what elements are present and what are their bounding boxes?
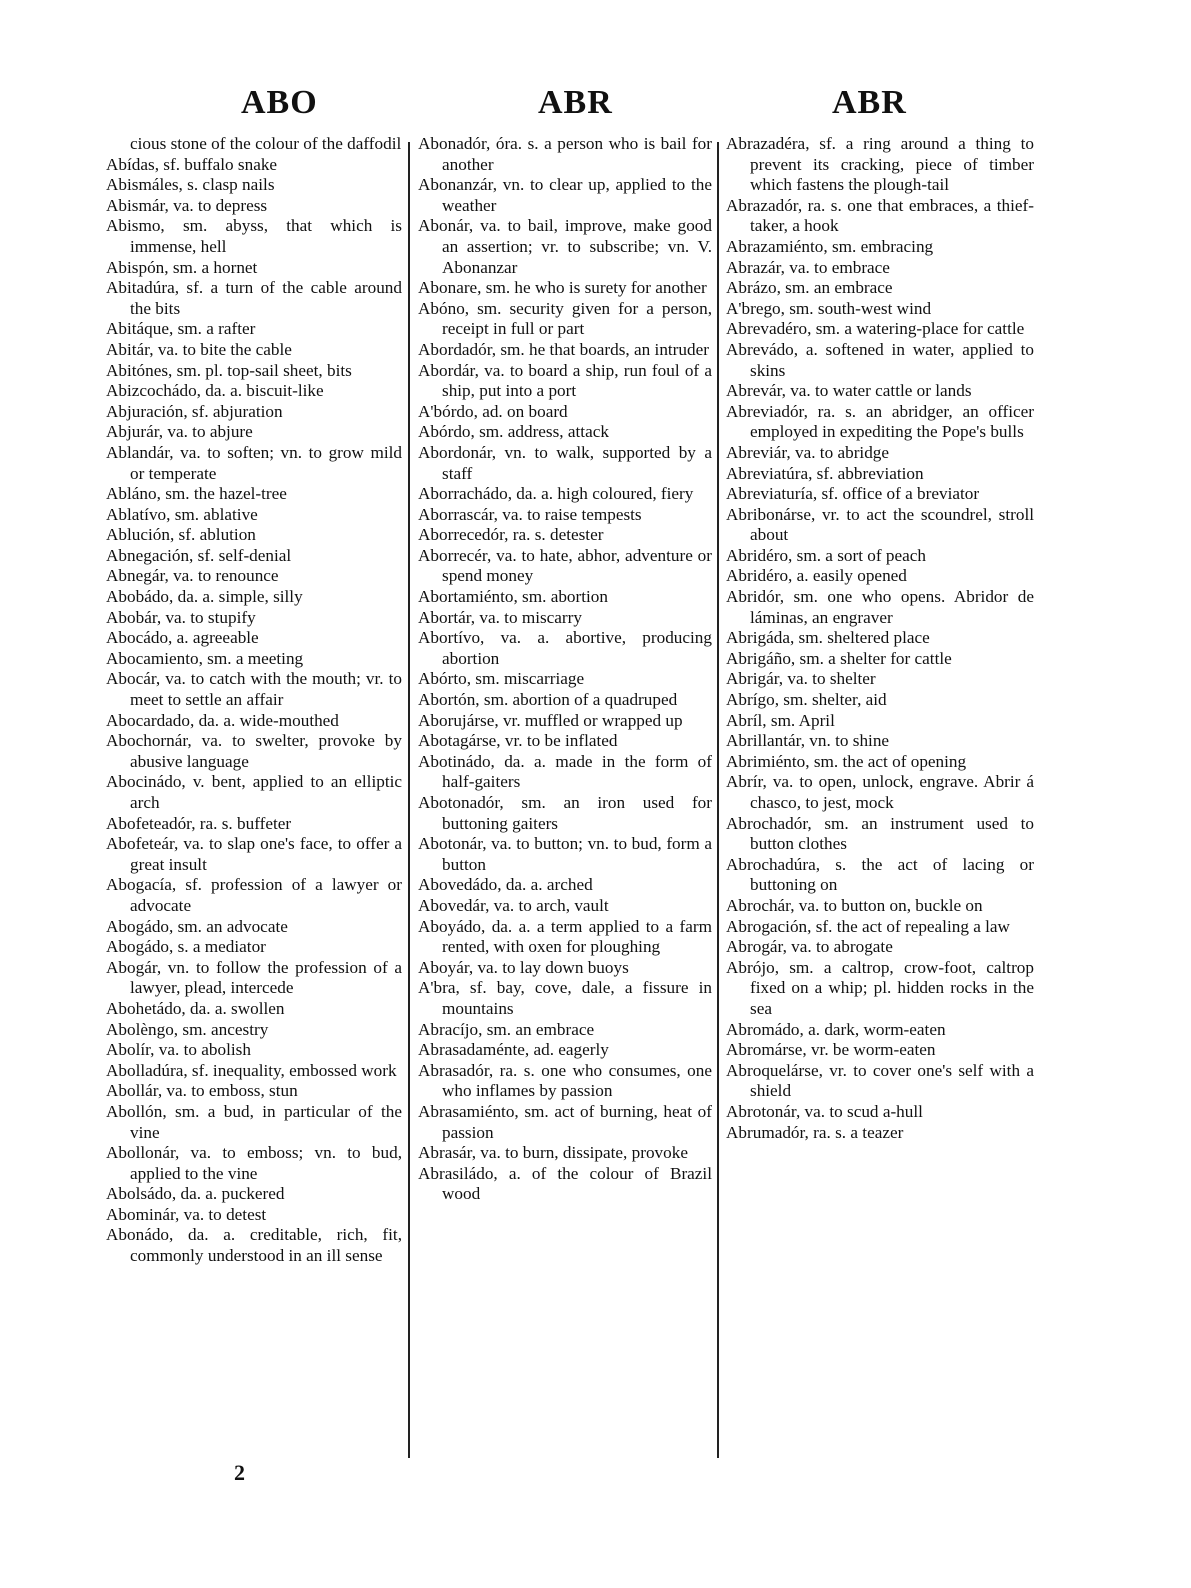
dictionary-entry: Abórdo, sm. address, attack <box>418 422 609 442</box>
dictionary-entry: Abortívo, va. a. abortive, producing abortion <box>418 628 712 668</box>
dictionary-entry: Abobár, va. to stupify <box>106 607 256 627</box>
headword-center: ABR <box>538 84 613 121</box>
page-number: 2 <box>234 1460 245 1485</box>
dictionary-entry: Aborrecedór, ra. s. detester <box>418 525 604 545</box>
dictionary-entry: Abortamiénto, sm. abortion <box>418 587 608 607</box>
dictionary-entry: Abrogár, va. to abrogate <box>726 937 893 957</box>
dictionary-entry: Abismár, va. to depress <box>106 195 268 215</box>
dictionary-entry: Abollonár, va. to emboss; vn. to bud, applied to the vine <box>106 1143 402 1183</box>
dictionary-entry: Abonadór, óra. s. a person who is bail for another <box>418 134 712 174</box>
dictionary-entry: Abreviatúra, sf. abbreviation <box>726 463 924 483</box>
dictionary-entry: Abogádo, s. a mediator <box>106 937 266 957</box>
dictionary-entry: Abominár, va. to detest <box>106 1204 267 1224</box>
dictionary-entry: Abobádo, da. a. simple, silly <box>106 587 303 607</box>
dictionary-entry: Abracíjo, sm. an embrace <box>418 1019 595 1039</box>
dictionary-entry: A'brego, sm. south-west wind <box>726 298 932 318</box>
dictionary-entry: Abrogación, sf. the act of repealing a law <box>726 916 1010 936</box>
dictionary-entry: Abrír, va. to open, unlock, engrave. Abrir á chasco, to jest, mock <box>726 772 1034 812</box>
dictionary-entry: Abochornár, va. to swelter, provoke by abusive language <box>106 731 402 771</box>
running-headwords <box>0 84 1191 134</box>
dictionary-entry: Abromádo, a. dark, worm-eaten <box>726 1019 946 1039</box>
dictionary-entry: Abismáles, s. clasp nails <box>106 175 275 195</box>
dictionary-entry: Abofeteadór, ra. s. buffeter <box>106 813 292 833</box>
dictionary-entry: Abrevár, va. to water cattle or lands <box>726 381 972 401</box>
dictionary-entry: Abrasár, va. to burn, dissipate, provoke <box>418 1143 688 1163</box>
dictionary-entry: Abrigáda, sm. sheltered place <box>726 628 930 648</box>
dictionary-entry: Abonár, va. to bail, improve, make good an assertion; vr. to subscribe; vn. V. Abonanzar <box>418 216 712 277</box>
dictionary-entry: Abrójo, sm. a caltrop, crow-foot, caltrop fixed on a whip; pl. hidden rocks in the sea <box>726 957 1034 1018</box>
dictionary-entry: Abrasiládo, a. of the colour of Brazil wood <box>418 1163 712 1204</box>
dictionary-entry: Abotagárse, vr. to be inflated <box>418 731 618 751</box>
dictionary-entry: Abrasamiénto, sm. act of burning, heat of passion <box>418 1101 712 1142</box>
dictionary-entry: Abreviár, va. to abridge <box>726 442 890 462</box>
dictionary-entry: Abortón, sm. abortion of a quadruped <box>418 690 678 710</box>
dictionary-entry: Abrochadór, sm. an instrument used to button clothes <box>726 813 1034 854</box>
dictionary-entry: Abitáque, sm. a rafter <box>106 319 256 339</box>
column-center <box>418 134 712 1205</box>
dictionary-entry: Abjurár, va. to abjure <box>106 422 253 442</box>
dictionary-entry: Abotinádo, da. a. made in the form of half-gaiters <box>418 751 712 792</box>
dictionary-entry: Abnegación, sf. self-denial <box>106 545 292 565</box>
dictionary-entry: Abismo, sm. abyss, that which is immense, hell <box>106 216 402 256</box>
dictionary-entry: Abitár, va. to bite the cable <box>106 339 292 359</box>
dictionary-entry: Abridór, sm. one who opens. Abridor de láminas, an engraver <box>726 587 1034 627</box>
dictionary-entry: Abrázo, sm. an embrace <box>726 278 893 298</box>
dictionary-entry: Abrimiénto, sm. the act of opening <box>726 751 967 771</box>
dictionary-entry: Abrevádo, a. softened in water, applied to skins <box>726 339 1034 380</box>
dictionary-entry: Abortár, va. to miscarry <box>418 607 582 627</box>
dictionary-entry: Abláno, sm. the hazel-tree <box>106 484 287 504</box>
dictionary-entry: cious stone of the colour of the daffodil <box>130 134 402 153</box>
dictionary-entry: Abribonárse, vr. to act the scoundrel, stroll about <box>726 504 1034 545</box>
dictionary-entry: Abogár, vn. to follow the profession of a lawyer, plead, intercede <box>106 957 402 998</box>
dictionary-entry: Abríl, sm. April <box>726 710 835 730</box>
dictionary-entry: Abocinádo, v. bent, applied to an elliptic arch <box>106 772 402 812</box>
dictionary-entry: Abofeteár, va. to slap one's face, to offer a great insult <box>106 834 402 874</box>
dictionary-entry: Aborrascár, va. to raise tempests <box>418 504 642 524</box>
dictionary-entry: Abovedádo, da. a. arched <box>418 875 593 895</box>
dictionary-entry: Abonanzár, vn. to clear up, applied to the weather <box>418 175 712 215</box>
dictionary-entry: Abrotonár, va. to scud a-hull <box>726 1101 923 1121</box>
column-divider-right <box>717 142 719 1458</box>
dictionary-entry: Ablución, sf. ablution <box>106 525 256 545</box>
dictionary-entry: A'bórdo, ad. on board <box>418 401 568 421</box>
headword-right: ABR <box>832 84 907 121</box>
column-divider-left <box>408 142 410 1458</box>
dictionary-entry: Abrazár, va. to embrace <box>726 257 890 277</box>
dictionary-entry: Abogádo, sm. an advocate <box>106 916 288 936</box>
dictionary-entry: Ablandár, va. to soften; vn. to grow mild or temperate <box>106 442 402 483</box>
dictionary-entry: Abromárse, vr. be worm-eaten <box>726 1040 936 1060</box>
dictionary-entry: Abolladúra, sf. inequality, embossed work <box>106 1060 397 1080</box>
dictionary-entry: Abroquelárse, vr. to cover one's self with a shield <box>726 1060 1034 1101</box>
dictionary-entry: Abrazadéra, sf. a ring around a thing to prevent its cracking, piece of timber which fastens the plough-tail <box>726 134 1034 195</box>
dictionary-entry: A'bra, sf. bay, cove, dale, a fissure in mountains <box>418 978 712 1018</box>
dictionary-entry: Abolsádo, da. a. puckered <box>106 1184 285 1204</box>
dictionary-entry: Abóno, sm. security given for a person, receipt in full or part <box>418 298 712 339</box>
dictionary-entry: Abizcochádo, da. a. biscuit-like <box>106 381 324 401</box>
dictionary-entry: Abrumadór, ra. s. a teazer <box>726 1122 904 1142</box>
dictionary-entry: Abrigáño, sm. a shelter for cattle <box>726 648 952 668</box>
dictionary-entry: Abordadór, sm. he that boards, an intruder <box>418 339 709 359</box>
dictionary-entry: Abrazamiénto, sm. embracing <box>726 236 934 256</box>
dictionary-entry: Abjuración, sf. abjuration <box>106 401 283 421</box>
dictionary-entry: Abolèngo, sm. ancestry <box>106 1019 269 1039</box>
dictionary-entry: Abordonár, vn. to walk, supported by a staff <box>418 442 712 483</box>
dictionary-entry: Abrígo, sm. shelter, aid <box>726 690 887 710</box>
dictionary-entry: Abispón, sm. a hornet <box>106 257 258 277</box>
dictionary-entry: Aborujárse, vr. muffled or wrapped up <box>418 710 683 730</box>
dictionary-entry: Abotonár, va. to button; vn. to bud, form a button <box>418 834 712 874</box>
dictionary-entry: Abridéro, sm. a sort of peach <box>726 545 926 565</box>
dictionary-entry: Abocamiento, sm. a meeting <box>106 648 304 668</box>
column-right <box>726 134 1034 1143</box>
dictionary-entry: Aborrachádo, da. a. high coloured, fiery <box>418 484 694 504</box>
column-left <box>106 134 402 1267</box>
dictionary-entry: Ablatívo, sm. ablative <box>106 504 258 524</box>
dictionary-entry: Abrasadaménte, ad. eagerly <box>418 1040 609 1060</box>
dictionary-entry: Abrochadúra, s. the act of lacing or buttoning on <box>726 854 1034 895</box>
dictionary-entry: Abohetádo, da. a. swollen <box>106 998 285 1018</box>
dictionary-entry: Abovedár, va. to arch, vault <box>418 895 609 915</box>
dictionary-entry: Abreviadór, ra. s. an abridger, an officer employed in expediting the Pope's bulls <box>726 401 1034 442</box>
dictionary-entry: Abórto, sm. miscarriage <box>418 669 585 689</box>
dictionary-entry: Abídas, sf. buffalo snake <box>106 154 278 174</box>
dictionary-entry: Abitadúra, sf. a turn of the cable around the bits <box>106 278 402 318</box>
dictionary-entry: Abocardado, da. a. wide-mouthed <box>106 710 339 730</box>
dictionary-entry: Abordár, va. to board a ship, run foul of a ship, put into a port <box>418 360 712 401</box>
dictionary-entry: Abollár, va. to emboss, stun <box>106 1081 298 1101</box>
dictionary-entry: Aboyádo, da. a. a term applied to a farm rented, with oxen for ploughing <box>418 916 712 957</box>
dictionary-entry: Aborrecér, va. to hate, abhor, adventure or spend money <box>418 545 712 586</box>
dictionary-entry: Abonare, sm. he who is surety for another <box>418 278 707 298</box>
dictionary-entry: Abrazadór, ra. s. one that embraces, a thief-taker, a hook <box>726 195 1034 236</box>
dictionary-entry: Abnegár, va. to renounce <box>106 566 279 586</box>
dictionary-entry: Abonádo, da. a. creditable, rich, fit, commonly understood in an ill sense <box>106 1225 402 1266</box>
dictionary-entry: Abrochár, va. to button on, buckle on <box>726 895 983 915</box>
headword-left: ABO <box>241 84 318 121</box>
dictionary-entry: Abollón, sm. a bud, in particular of the vine <box>106 1101 402 1142</box>
dictionary-entry: Abocár, va. to catch with the mouth; vr. to meet to settle an affair <box>106 669 402 710</box>
dictionary-entry: Abogacía, sf. profession of a lawyer or advocate <box>106 875 402 915</box>
dictionary-entry: Abitónes, sm. pl. top-sail sheet, bits <box>106 360 352 380</box>
dictionary-entry: Abolír, va. to abolish <box>106 1040 251 1060</box>
dictionary-entry: Abridéro, a. easily opened <box>726 566 907 586</box>
dictionary-entry: Abrillantár, vn. to shine <box>726 731 890 751</box>
dictionary-entry: Abrevadéro, sm. a watering-place for cattle <box>726 319 1025 339</box>
dictionary-entry: Abreviaturía, sf. office of a breviator <box>726 484 980 504</box>
dictionary-entry: Abrasadór, ra. s. one who consumes, one who inflames by passion <box>418 1060 712 1101</box>
dictionary-entry: Abrigár, va. to shelter <box>726 669 876 689</box>
dictionary-entry: Abotonadór, sm. an iron used for buttoning gaiters <box>418 793 712 833</box>
dictionary-entry: Aboyár, va. to lay down buoys <box>418 957 629 977</box>
dictionary-entry: Abocádo, a. agreeable <box>106 628 259 648</box>
